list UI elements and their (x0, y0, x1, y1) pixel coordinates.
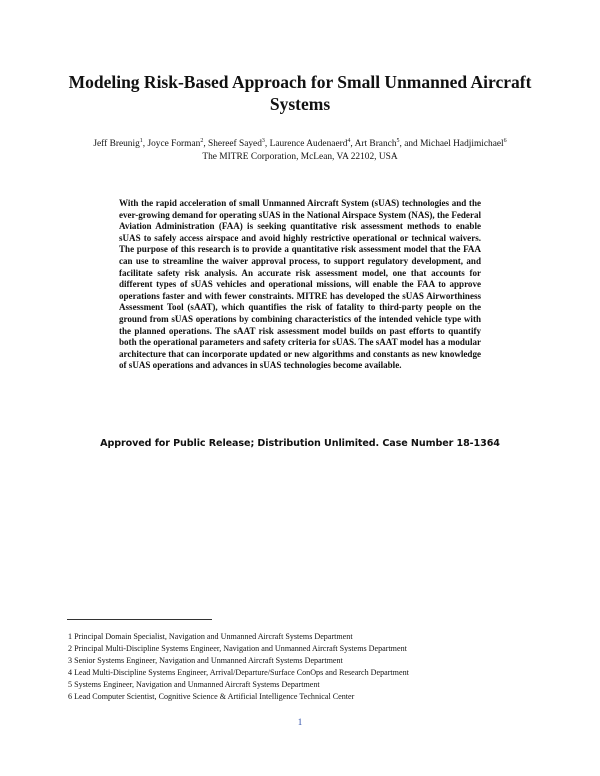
author-name: Jeff Breunig (93, 139, 140, 149)
paper-title: Modeling Risk-Based Approach for Small Unmanned Aircraft Systems (68, 72, 532, 114)
author-separator: , (142, 139, 148, 149)
author-name: Laurence Audenaerd (269, 139, 348, 149)
footnote: 4 Lead Multi-Discipline Systems Engineer, Arrival/Departure/Surface ConOps and Research Department (68, 667, 409, 677)
footnote: 6 Lead Computer Scientist, Cognitive Science & Artificial Intelligence Technical Center (68, 691, 355, 701)
release-statement: Approved for Public Release; Distribution Unlimited. Case Number 18-1364 (100, 438, 500, 449)
author-affiliation-mark: 2 (200, 137, 204, 144)
abstract: With the rapid acceleration of small Unmanned Aircraft System (sUAS) technologies and the ever-growing demand for operating sUAS in the National Airspace System (NAS), the Federal Aviation Administration (FAA) is seeking quantitative risk assessment methods to enable sUAS to safely access airspace and avoid highly restrictive operational or technical waivers. The purpose of this research is to provide a quantitative risk assessment model that the FAA can use to streamline the waiver approval process, to support regulatory development, and facilitate safety risk analysis. An accurate risk assessment model, one that accounts for different types of sUAS vehicles and operational missions, will enable the FAA to approve operations faster and with fewer constraints. MITRE has developed the sUAS Airworthiness Assessment Tool (sAAT), which quantifies the risk of fatality to third-party people on the ground from sUAS operations by combining characteristics of the intended vehicle type with the planned operations. The sAAT risk assessment model builds on past efforts to quantify both the operational parameters and safety criteria for sUAS. The sAAT model has a modular architecture that can incorporate updated or new algorithms and constants as new knowledge of sUAS operations and advances in sUAS technologies become available. (119, 198, 481, 371)
author-name: Joyce Forman (147, 139, 201, 149)
author-separator: , (203, 139, 209, 149)
author-list (40, 138, 560, 151)
footnote: 3 Senior Systems Engineer, Navigation and Unmanned Aircraft Systems Department (68, 655, 343, 665)
author-separator: , (264, 139, 270, 149)
affiliation: The MITRE Corporation, McLean, VA 22102, USA (202, 152, 398, 162)
author-name: Michael Hadjimichael (420, 139, 504, 149)
author-separator-last: , and (399, 139, 421, 149)
page-number: 1 (297, 717, 303, 727)
author-name: Art Branch (354, 139, 397, 149)
footnotes (68, 631, 538, 702)
footnote: 2 Principal Multi-Discipline Systems Engineer, Navigation and Unmanned Aircraft Systems Department (68, 643, 407, 653)
author-affiliation-mark: 4 (347, 137, 351, 144)
author-affiliation-mark: 1 (139, 137, 143, 144)
author-name: Shereef Sayed (208, 139, 262, 149)
author-affiliation-mark: 6 (503, 137, 507, 144)
author-affiliation-mark: 5 (396, 137, 400, 144)
footnote: 5 Systems Engineer, Navigation and Unmanned Aircraft Systems Department (68, 679, 320, 689)
author-separator: , (350, 139, 355, 149)
footnote-divider (67, 619, 212, 620)
author-affiliation-mark: 3 (261, 137, 265, 144)
footnote: 1 Principal Domain Specialist, Navigation and Unmanned Aircraft Systems Department (68, 632, 353, 641)
